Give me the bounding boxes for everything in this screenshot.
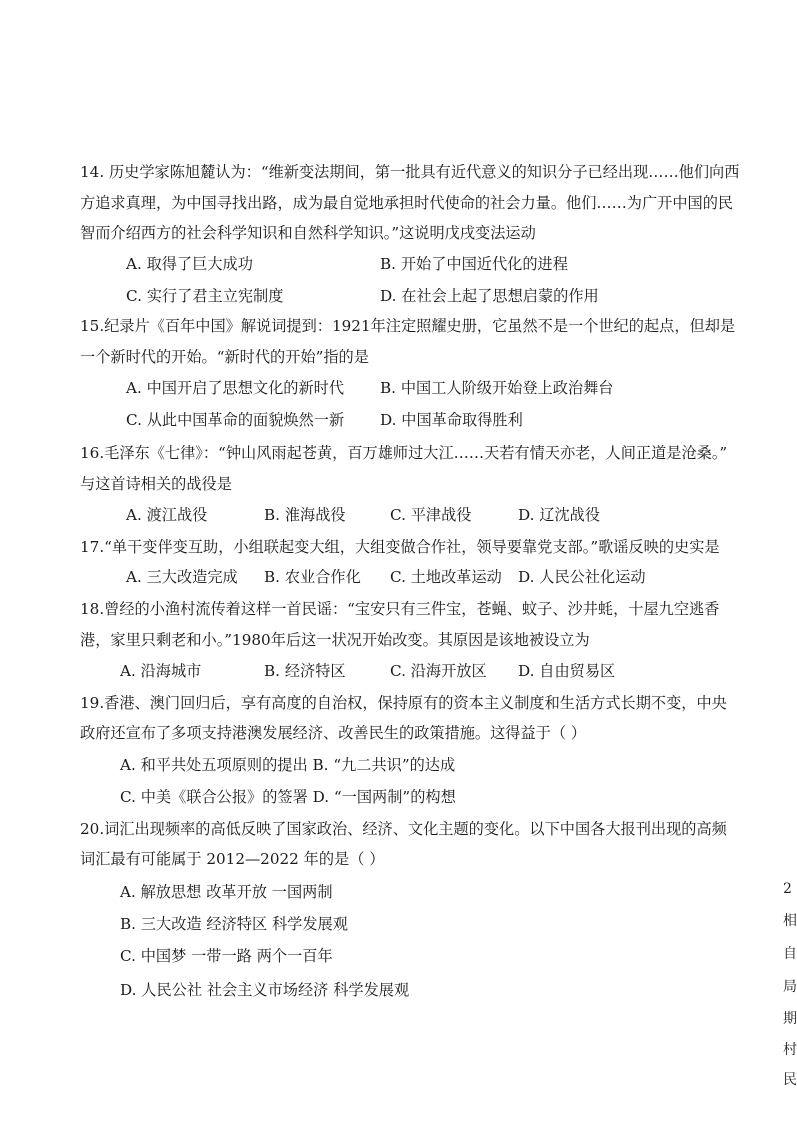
question-20-option-b: B. 三大改造 经济特区 科学发展观 (120, 915, 348, 933)
question-20-option-a: A. 解放思想 改革开放 一国两制 (120, 883, 333, 901)
question-14-option-b: B. 开始了中国近代化的进程 (380, 255, 568, 273)
question-15-line-1: 15.纪录片《百年中国》解说词提到：1921年注定照耀史册，它虽然不是一个世纪的起点，但却是 (80, 317, 736, 335)
edge-char: 自 (783, 946, 797, 962)
question-16-option-b: B. 淮海战役 (264, 506, 346, 524)
question-20-line-2: 词汇最有可能属于 2012—2022 年的是（ ） (80, 850, 385, 868)
question-19-line-1: 19.香港、澳门回归后，享有高度的自治权，保持原有的资本主义制度和生活方式长期不变，中央 (80, 694, 727, 712)
question-14-line-1: 14. 历史学家陈旭麓认为：“维新变法期间，第一批具有近代意义的知识分子已经出现……他们向西 (80, 163, 740, 181)
question-19-option-ab: A. 和平共处五项原则的提出 B. “九二共识”的达成 (120, 756, 456, 774)
question-14-option-a: A. 取得了巨大成功 (126, 255, 253, 273)
question-17-option-b: B. 农业合作化 (264, 568, 361, 586)
question-15-option-b: B. 中国工人阶级开始登上政治舞台 (380, 379, 614, 397)
question-15-line-2: 一个新时代的开始。“新时代的开始”指的是 (80, 348, 369, 366)
question-16-line-2: 与这首诗相关的战役是 (80, 475, 232, 493)
question-14-option-d: D. 在社会上起了思想启蒙的作用 (380, 287, 599, 305)
edge-char: 期 (783, 1011, 797, 1027)
edge-char: 相 (783, 913, 797, 929)
question-14-option-c: C. 实行了君主立宪制度 (126, 287, 284, 305)
question-18-option-d: D. 自由贸易区 (518, 662, 616, 680)
question-17-line-1: 17.“单干变伴变互助，小组联起变大组，大组变做合作社，领导要靠党支部。”歌谣反映的史实是 (80, 538, 720, 556)
question-15-option-d: D. 中国革命取得胜利 (380, 411, 523, 429)
question-15-option-c: C. 从此中国革命的面貌焕然一新 (126, 411, 345, 429)
question-18-option-b: B. 经济特区 (264, 662, 346, 680)
edge-char: 2 (783, 881, 792, 897)
question-17-option-a: A. 三大改造完成 (126, 568, 238, 586)
question-19-option-cd: C. 中美《联合公报》的签署 D. “一国两制”的构想 (120, 788, 456, 806)
question-20-option-d: D. 人民公社 社会主义市场经济 科学发展观 (120, 981, 410, 999)
question-15-option-a: A. 中国开启了思想文化的新时代 (126, 379, 345, 397)
question-18-line-1: 18.曾经的小渔村流传着这样一首民谣：“宝安只有三件宝，苍蝇、蚊子、沙井蚝，十屋九空逃香 (80, 600, 720, 618)
edge-char: 局 (783, 979, 797, 995)
question-16-option-c: C. 平津战役 (390, 506, 472, 524)
question-17-option-d: D. 人民公社化运动 (518, 568, 646, 586)
question-18-line-2: 港，家里只剩老和小。”1980年后这一状况开始改变。其原因是该地被设立为 (80, 631, 590, 649)
question-18-option-c: C. 沿海开放区 (390, 662, 487, 680)
question-14-line-2: 方追求真理，为中国寻找出路，成为最自觉地承担时代使命的社会力量。他们……为广开中国的民 (80, 194, 734, 212)
question-20-line-1: 20.词汇出现频率的高低反映了国家政治、经济、文化主题的变化。以下中国各大报刊出现的高频 (80, 820, 727, 838)
question-14-line-3: 智而介绍西方的社会科学知识和自然科学知识。”这说明戊戌变法运动 (80, 224, 536, 242)
edge-char: 村 (783, 1042, 797, 1058)
question-18-option-a: A. 沿海城市 (120, 662, 202, 680)
question-20-option-c: C. 中国梦 一带一路 两个一百年 (120, 947, 333, 965)
question-16-line-1: 16.毛泽东《七律》：“钟山风雨起苍黄，百万雄师过大江……天若有情天亦老，人间正道是沧桑。” (80, 444, 728, 462)
question-19-line-2: 政府还宣布了多项支持港澳发展经济、改善民生的政策措施。这得益于（ ） (80, 724, 587, 742)
edge-char: 民 (783, 1072, 797, 1088)
question-16-option-d: D. 辽沈战役 (518, 506, 601, 524)
question-16-option-a: A. 渡江战役 (126, 506, 208, 524)
question-17-option-c: C. 土地改革运动 (390, 568, 502, 586)
